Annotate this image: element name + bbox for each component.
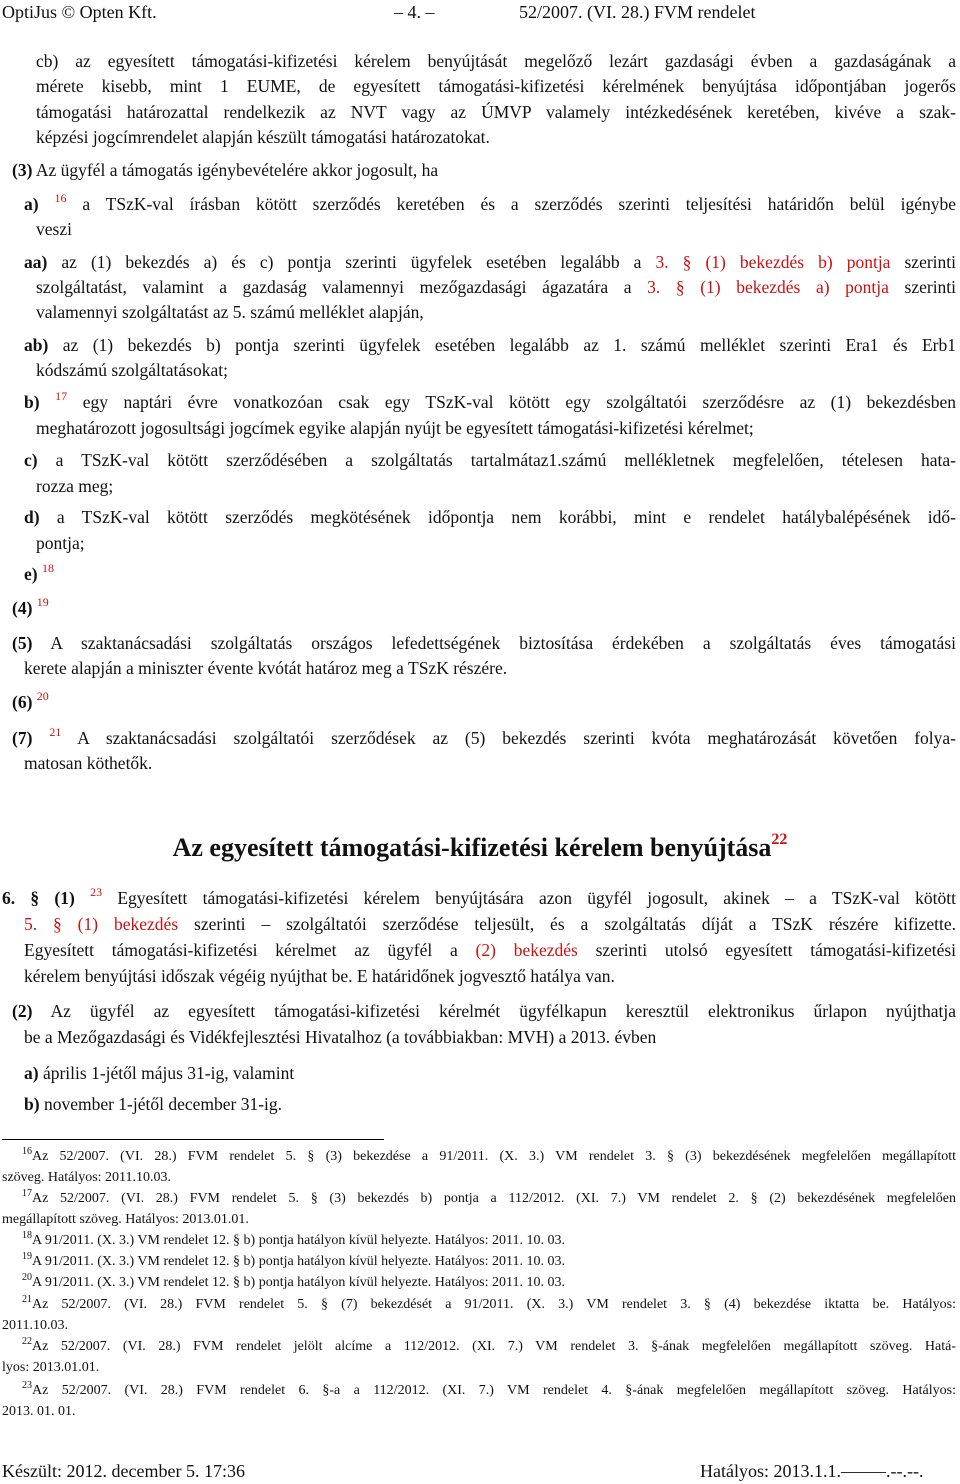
footnote-17 <box>2 1190 956 1208</box>
section-heading <box>0 832 960 864</box>
point-c-line-2: rozza meg; <box>36 476 114 496</box>
point-aa-line-2 <box>36 276 956 298</box>
paragraph-number: (4) <box>12 598 33 618</box>
footnote-21 <box>2 1296 956 1314</box>
point-aa-line-3: valamennyi szolgáltatást az 5. számú melléklet alapján, <box>36 302 424 322</box>
paragraph-text: Az ügyfél az egyesített támogatási-kifizetési kérelmét ügyfélkapun keresztül elektronikus űrlapon nyújthatja <box>50 1001 956 1021</box>
footnote-number: 19 <box>22 1251 32 1262</box>
footnote-text: A 91/2011. (X. 3.) VM rendelet 12. § b) pontja hatályon kívül helyezte. Hatályos: 2011. 10. 03. <box>32 1233 565 1248</box>
point-aa <box>24 251 956 273</box>
point-label: b) <box>24 1094 40 1114</box>
footnote-text: A 91/2011. (X. 3.) VM rendelet 12. § b) pontja hatályon kívül helyezte. Hatályos: 2011. 10. 03. <box>32 1254 565 1269</box>
paragraph-text: Egyesített támogatási-kifizetési kérelem benyújtására azon ügyfél jogosult, akinek – a TSzK-val kötött <box>117 888 957 908</box>
point-label: e) <box>24 564 38 584</box>
point-a <box>24 193 956 215</box>
section-link[interactable]: (2) bekezdés <box>475 940 578 960</box>
footnote-text: Az 52/2007. (VI. 28.) FVM rendelet jelölt alcíme a 112/2012. (XI. 7.) VM rendelet 3. §-ának megfelelően megállapított szöveg. Hatá- <box>32 1339 956 1354</box>
cb-line-3: támogatási határozattal rendelkezik az NVT vagy az ÚMVP valamely intézkedésének keretében, kivéve a szak- <box>36 102 956 122</box>
paragraph-3 <box>12 159 438 181</box>
point-text: november 1-jétől december 31-ig. <box>43 1094 283 1114</box>
footnote-17-line-2: megállapított szöveg. Hatályos: 2013.01.01. <box>2 1212 249 1227</box>
paragraph-text: Egyesített támogatási-kifizetési kérelmet az ügyfél a <box>24 940 458 960</box>
point-d <box>24 506 956 528</box>
point-label: ab) <box>24 335 49 355</box>
document-title: 52/2007. (VI. 28.) FVM rendelet <box>519 2 756 22</box>
footnote-number: 18 <box>22 1230 32 1241</box>
footnote-text: Az 52/2007. (VI. 28.) FVM rendelet 5. § (7) bekezdését a 91/2011. (X. 3.) VM rendelet 3. § (4) bekezdése iktatta be. Hatályos: <box>32 1297 956 1312</box>
footnote-number: 20 <box>22 1272 32 1283</box>
footnote-ref-16[interactable]: 16 <box>54 191 67 205</box>
footnote-ref-22[interactable]: 22 <box>771 831 788 848</box>
footnote-18 <box>22 1232 565 1250</box>
page-number: – 4. – <box>394 2 435 22</box>
cb-line-4: képzési jogcímrendelet alapján készült támogatási határozatokat. <box>36 127 490 147</box>
paragraph-text: Az ügyfél a támogatás igénybevételére akkor jogosult, ha <box>35 160 439 180</box>
paragraph-number: (2) <box>12 1001 33 1021</box>
point-text: a TSzK-val kötött szerződés megkötésének időpontja nem korábbi, mint e rendelet hatálybalépésének idő- <box>56 507 956 527</box>
footnote-ref-18[interactable]: 18 <box>41 561 54 575</box>
footnote-text: Az 52/2007. (VI. 28.) FVM rendelet 6. §-a a 112/2012. (XI. 7.) VM rendelet 4. §-ának megfelelően megállapított szöveg. Hatályos: <box>32 1383 956 1398</box>
footnote-number: 16 <box>22 1146 32 1157</box>
section-link[interactable]: 3. § (1) bekezdés b) pontja <box>655 252 891 272</box>
footnote-ref-20[interactable]: 20 <box>36 689 49 703</box>
section-link[interactable]: 3. § (1) bekezdés a) pontja <box>647 277 889 297</box>
footnote-text: Az 52/2007. (VI. 28.) FVM rendelet 5. § (3) bekezdése a 91/2011. (X. 3.) VM rendelet 3. § (3) bekezdésének megfelelően megállapított <box>32 1149 956 1164</box>
footnote-16-line-2: szöveg. Hatályos: 2011.10.03. <box>2 1170 172 1185</box>
point-label: a) <box>24 1063 39 1083</box>
footnote-23 <box>2 1382 956 1400</box>
point-text: az (1) bekezdés a) és c) pontja szerinti ügyfelek esetében legalább a <box>61 252 642 272</box>
point-a-april <box>24 1062 294 1084</box>
point-text: egy naptári évre vonatkozóan csak egy TSzK-val kötött egy szolgáltatói szerződésre az (1) bekezdésben <box>82 392 957 412</box>
footnote-number: 17 <box>22 1188 32 1199</box>
publisher-label: OptiJus © Opten Kft. <box>2 2 157 22</box>
footnote-ref-17[interactable]: 17 <box>55 389 68 403</box>
point-b-line-2: meghatározott jogosultsági jogcímek egyike alapján nyújt be egyesített támogatási-kifizetési kérelmet; <box>36 418 754 438</box>
footnote-number: 22 <box>22 1336 32 1347</box>
point-ab-line-2: kódszámú szolgáltatásokat; <box>36 360 228 380</box>
point-text: szerinti <box>904 252 957 272</box>
point-e <box>24 563 54 585</box>
section-6-paragraph-1 <box>2 887 956 909</box>
section-6-paragraph-2-line-2: be a Mezőgazdasági és Vidékfejlesztési Hivatalhoz (a továbbiakban: MVH) a 2013. évben <box>24 1027 657 1047</box>
paragraph-number: (3) <box>12 160 33 180</box>
footnote-22-line-2: lyos: 2013.01.01. <box>2 1360 100 1375</box>
point-text: szolgáltatást, valamint a gazdaság valamennyi mezőgazdasági ágazatára a <box>36 277 632 297</box>
footer-effective: Hatályos: 2013.1.1.–––––.--.--. <box>700 1461 924 1481</box>
point-text: a TSzK-val írásban kötött szerződés keretében és a szerződés szerinti teljesítési határidőn belül igénybe <box>82 194 957 214</box>
footnote-21-line-2: 2011.10.03. <box>2 1318 68 1333</box>
section-link[interactable]: 5. § (1) bekezdés <box>24 914 179 934</box>
section-6-line-3 <box>24 939 956 961</box>
section-number: 6. § (1) <box>2 888 75 908</box>
point-label: aa) <box>24 252 48 272</box>
footnote-22 <box>2 1338 956 1356</box>
paragraph-7-line-2: matosan köthetők. <box>24 753 153 773</box>
cb-line-1: cb) az egyesített támogatási-kifizetési kérelem benyújtását megelőző lezárt gazdasági évben a gazdaságának a <box>36 51 956 71</box>
point-label: c) <box>24 450 38 470</box>
footnote-ref-23[interactable]: 23 <box>90 885 103 899</box>
footnote-text: Az 52/2007. (VI. 28.) FVM rendelet 5. § (3) bekezdés b) pontja a 112/2012. (XI. 7.) VM rendelet 2. § (2) bekezdésének megfelelően <box>32 1191 956 1206</box>
paragraph-6 <box>12 691 49 713</box>
point-text: az (1) bekezdés b) pontja szerinti ügyfelek esetében legalább az 1. számú melléklet szerinti Era1 és Erb1 <box>62 335 956 355</box>
section-6-line-2 <box>24 913 956 935</box>
page-header <box>0 2 960 26</box>
paragraph-number: (5) <box>12 633 33 653</box>
cb-line-2: mérete kisebb, mint 1 EUME, de egyesített támogatási-kifizetési kérelmének benyújtása időpontjában jogerős <box>36 76 956 96</box>
footnote-20 <box>22 1274 565 1292</box>
paragraph-5-line-2: kerete alapján a miniszter évente kvótát határoz meg a TSzK részére. <box>24 658 508 678</box>
point-label: b) <box>24 392 40 412</box>
paragraph-4 <box>12 597 49 619</box>
paragraph-5 <box>12 632 956 654</box>
section-6-line-4: kérelem benyújtási időszak végéig nyújthat be. E határidőnek jogvesztő hatálya van. <box>24 966 615 986</box>
point-a-line-2: veszi <box>36 219 72 239</box>
point-b-november <box>24 1093 282 1115</box>
footnote-23-line-2: 2013. 01. 01. <box>2 1404 76 1419</box>
footnote-19 <box>22 1253 565 1271</box>
paragraph-text: szerinti – szolgáltatói szerződése teljesült, és a szolgáltatás díját a TSzK részére kifizette. <box>194 914 956 934</box>
footnote-number: 21 <box>22 1294 32 1305</box>
paragraph-7 <box>12 727 956 749</box>
footnote-ref-19[interactable]: 19 <box>36 595 49 609</box>
footer-created: Készült: 2012. december 5. 17:36 <box>2 1461 245 1481</box>
section-heading-text: Az egyesített támogatási-kifizetési kérelem benyújtása <box>172 833 772 862</box>
footnote-separator <box>2 1139 384 1140</box>
footnote-number: 23 <box>22 1380 32 1391</box>
paragraph-text: A szaktanácsadási szolgáltatói szerződések az (5) bekezdés szerinti kvóta meghatározását követően folya- <box>77 728 956 748</box>
paragraph-text: A szaktanácsadási szolgáltatás országos lefedettségének biztosítása érdekében a szolgáltatás éves támogatási <box>50 633 956 653</box>
paragraph-number: (6) <box>12 692 33 712</box>
footnote-16 <box>2 1148 956 1166</box>
point-b <box>24 391 956 413</box>
footnote-ref-21[interactable]: 21 <box>49 725 62 739</box>
point-ab <box>24 334 956 356</box>
section-6-paragraph-2 <box>12 1000 956 1022</box>
point-text: a TSzK-val kötött szerződésében a szolgáltatás tartalmátaz1.számú mellékletnek megfelelően, tételesen hata- <box>55 450 957 470</box>
point-label: a) <box>24 194 39 214</box>
footnote-text: A 91/2011. (X. 3.) VM rendelet 12. § b) pontja hatályon kívül helyezte. Hatályos: 2011. 10. 03. <box>32 1275 565 1290</box>
paragraph-number: (7) <box>12 728 33 748</box>
point-text: április 1-jétől május 31-ig, valamint <box>42 1063 295 1083</box>
point-d-line-2: pontja; <box>36 533 85 553</box>
point-c <box>24 449 956 471</box>
paragraph-text: szerinti utolsó egyesített támogatási-kifizetési <box>595 940 957 960</box>
point-text: szerinti <box>904 277 957 297</box>
point-label: d) <box>24 507 40 527</box>
